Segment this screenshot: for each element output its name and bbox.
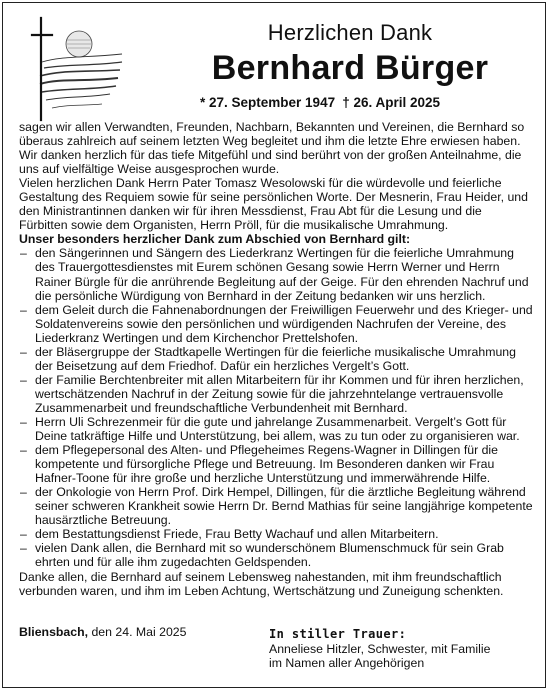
cross-icon — [32, 18, 52, 120]
list-item: – Herrn Uli Schrezenmeir für die gute und jahrelange Zusammenarbeit. Vergelt’s Gott für Deine tatkräftige Hilfe und Unterstützung, bei allem, was zu tun oder zu organisieren war. — [19, 415, 533, 443]
thanks-list — [19, 246, 533, 569]
mourner-line: Anneliese Hitzler, Schwester, mit Familie — [269, 641, 491, 656]
intro-paragraph: Vielen herzlichen Dank Herrn Pater Tomasz Wesolowski für die würdevolle und feierliche Gestaltung des Requiem sowie für seine persönlichen Worte. Der Mesnerin, Frau Heider, und den Ministrantinnen danken wir für ihren Messdienst, Frau Abt für die Lesung und die Fürbitten sowie dem Organisten, Herrn Pröll, für die musikalische Umrahmung. — [19, 176, 528, 233]
list-item: – dem Geleit durch die Fahnenabordnungen der Freiwilligen Feuerwehr und des Krieger- und Soldatenvereins sowie den persönlichen und würdigenden Nachrufen der Vereine, des Liederkranz Wertingen und dem Kirchenchor Prettelshofen. — [19, 303, 533, 345]
notice-body — [19, 120, 533, 598]
list-item: – der Bläsergruppe der Stadtkapelle Wertingen für die feierliche musikalische Umrahmung der Beisetzung auf dem Friedhof. Dafür ein herzliches Vergelt’s Gott. — [19, 345, 533, 373]
closing-paragraph: Danke allen, die Bernhard auf seinem Lebensweg nahestanden, mit ihm freundschaftlich verbunden waren, und ihm im Leben Achtung, Wertschätzung und Zuneigung schenkten. — [19, 569, 504, 598]
cross-landscape-emblem — [22, 14, 128, 124]
thanks-heading: Herzlichen Dank — [267, 20, 433, 45]
sun-icon — [66, 31, 92, 57]
life-dates — [200, 95, 440, 110]
mourners-block — [269, 627, 490, 671]
landscape-hills-icon — [40, 54, 122, 108]
deceased-name: Bernhard Bürger — [211, 49, 489, 87]
notice-date: den 24. Mai 2025 — [91, 625, 187, 639]
special-thanks-heading: Unser besonders herzlicher Dank zum Abschied von Bernhard gilt: — [19, 232, 411, 247]
place-date — [19, 625, 186, 639]
list-item: – dem Pflegepersonal des Alten- und Pflegeheimes Regens-Wagner in Dillingen für die kompetente und fürsorgliche Pflege und Betreuung. Im Besonderen danken wir Frau Hafner-Toone für ihre große und herzliche Unterstützung und immerwährende Hilfe. — [19, 443, 533, 485]
intro-paragraph: sagen wir allen Verwandten, Freunden, Nachbarn, Bekannten und Vereinen, die Bernhard so überaus zahlreich auf seinem letzten Weg begleitet und ihm die letzte Ehre erwiesen haben. Wir danken herzlich für das tiefe Mitgefühl und sind berührt von der großen Anteilnahme, die uns auf vielfältige Weise ausgesprochen wurde. — [19, 120, 525, 177]
list-item: – der Onkologie von Herrn Prof. Dirk Hempel, Dillingen, für die ärztliche Begleitung während seiner schweren Krankheit sowie Herrn Dr. Bernd Mathias für seine langjährige kompetente hausärztliche Betreuung. — [19, 485, 533, 527]
list-item: – der Familie Berchtenbreiter mit allen Mitarbeitern für ihr Kommen und für ihren herzlichen, wertschätzenden Nachruf in der Zeitung sowie für die jahrzehntelange vertrauensvolle Zusammenarbeit und freundschaftliche Verbundenheit mit Bernhard. — [19, 373, 533, 415]
list-item: – vielen Dank allen, die Bernhard mit so wunderschönem Blumenschmuck für sein Grab ehrten und für alle ihm zugedachten Geldspenden. — [19, 541, 533, 569]
list-item: – dem Bestattungsdienst Friede, Frau Betty Wachauf und allen Mitarbeitern. — [19, 527, 533, 541]
list-item: – den Sängerinnen und Sängern des Liederkranz Wertingen für die feierliche Umrahmung des Trauergottesdienstes mit Eurem schönen Gesang sowie Herrn Werner und Herrn Rainer Bürgle für die anrührende Begleitung auf der Geige. Für den ehrenden Nachruf und die persönliche Würdigung von Bernhard in der Zeitung bedanken wir uns herzlich. — [19, 246, 533, 302]
place-name: Bliensbach, — [19, 625, 89, 639]
birth-date: * 27. September 1947 — [200, 95, 336, 110]
mourning-label: In stiller Trauer: — [269, 627, 407, 641]
death-date: † 26. April 2025 — [342, 95, 440, 110]
mourner-line: im Namen aller Angehörigen — [269, 656, 425, 670]
